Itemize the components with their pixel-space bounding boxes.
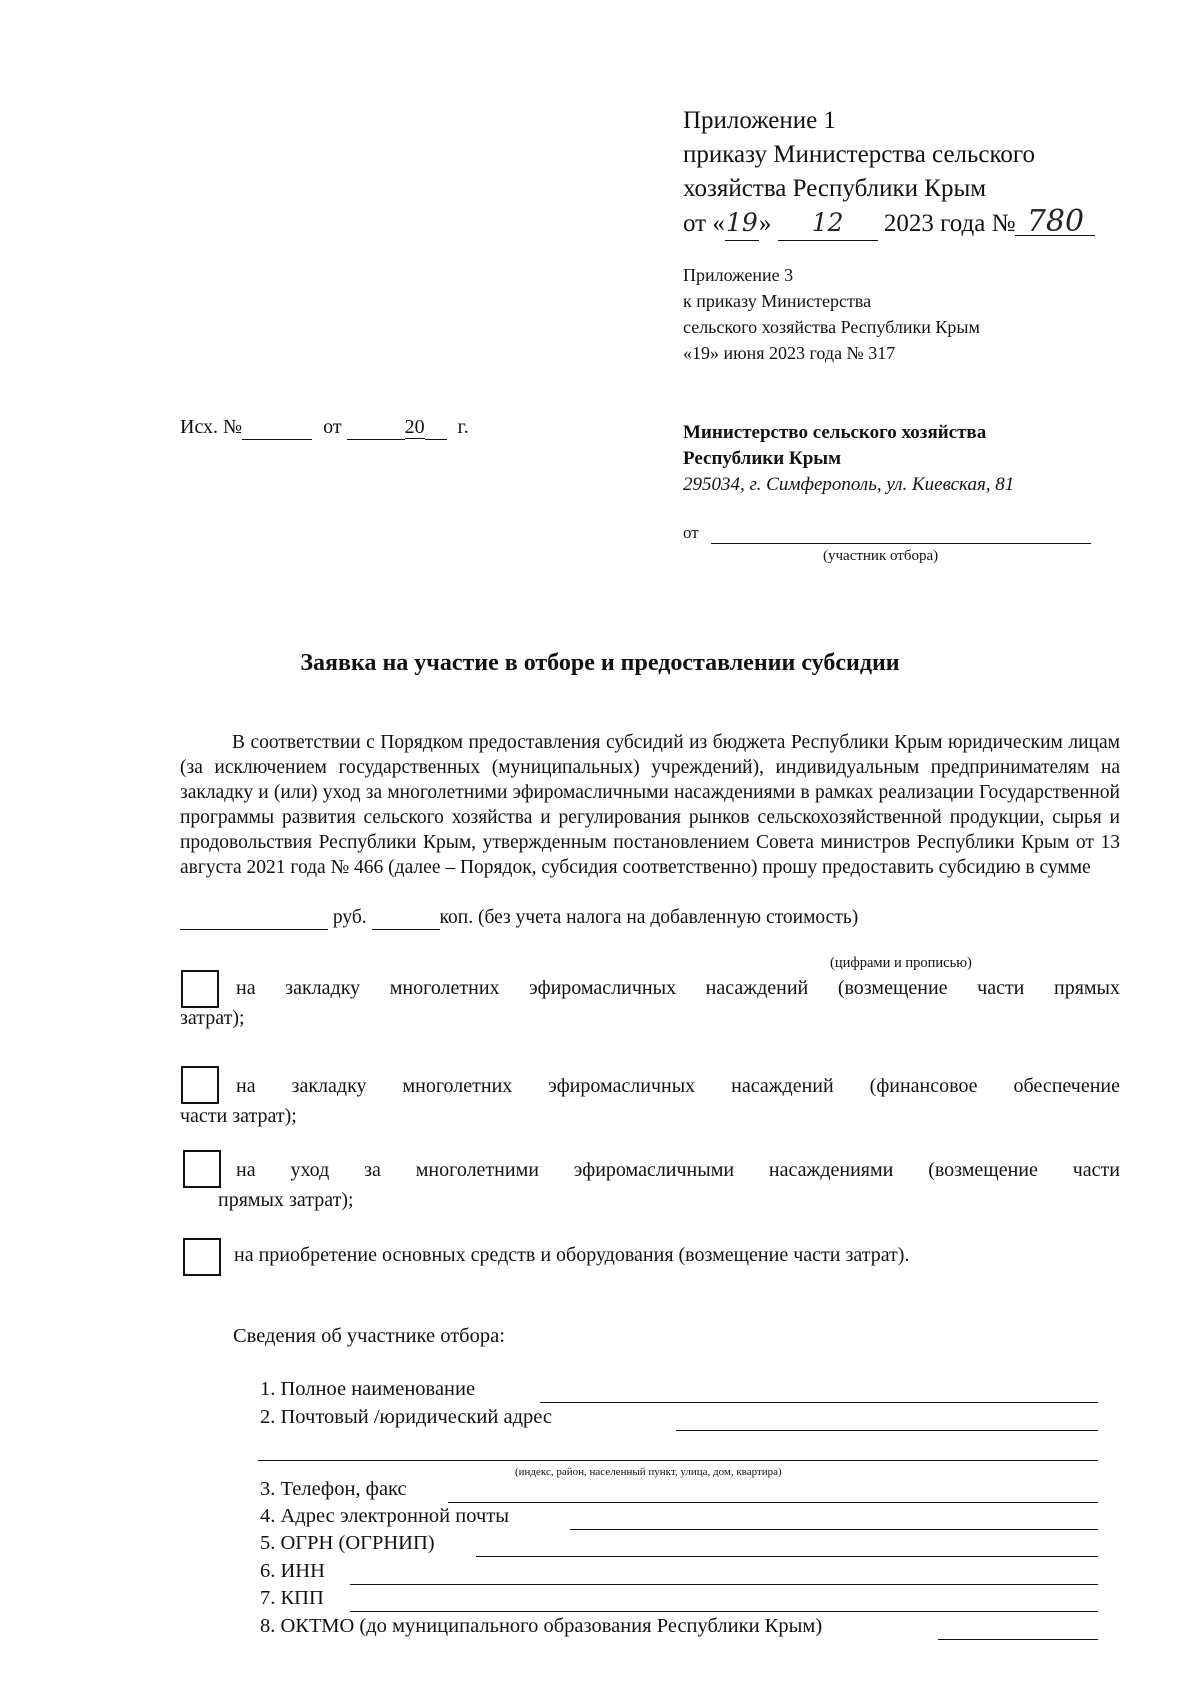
amount-kop-field[interactable] — [372, 907, 440, 930]
amount-rub-label: руб. — [332, 907, 367, 928]
field-phone-label: 3. Телефон, факс — [260, 1478, 407, 1500]
option-2 — [180, 1071, 1120, 1131]
appendix1-line2: приказу Министерства сельского — [683, 141, 1036, 168]
body-paragraph — [180, 730, 1120, 880]
addressee-name-line1: Министерство сельского хозяйства — [683, 422, 987, 443]
appendix1-line3: хозяйства Республики Крым — [683, 175, 987, 202]
handwritten-month: 12 — [778, 206, 878, 241]
info-section-title: Сведения об участнике отбора: — [233, 1325, 505, 1347]
field-kpp-label: 7. КПП — [260, 1587, 324, 1609]
appendix3-title: Приложение 3 — [683, 265, 794, 285]
field-email-label: 4. Адрес электронной почты — [260, 1505, 509, 1527]
sender-from-label: от — [683, 523, 699, 542]
outgoing-suffix: г. — [457, 416, 469, 438]
amount-hint: (цифрами и прописью) — [830, 955, 972, 971]
amount-kop-label: коп. (без учета налога на добавленную стоимость) — [439, 907, 859, 928]
appendix3-line4: «19» июня 2023 года № 317 — [683, 343, 896, 363]
document-title: Заявка на участие в отборе и предоставлении субсидии — [300, 650, 900, 676]
field-inn-input[interactable] — [350, 1584, 1098, 1585]
option-4 — [180, 1240, 1120, 1270]
field-full-name-label: 1. Полное наименование — [260, 1378, 476, 1400]
handwritten-day: 19 — [725, 206, 759, 241]
date-quote: » — [758, 210, 772, 237]
outgoing-year-field[interactable] — [425, 416, 447, 440]
field-phone-input[interactable] — [448, 1502, 1098, 1503]
field-oktmo-label: 8. ОКТМО (до муниципального образования Республики Крым) — [260, 1615, 823, 1637]
addressee-name-line2: Республики Крым — [683, 448, 842, 469]
field-address-label: 2. Почтовый /юридический адрес — [260, 1406, 552, 1428]
option-2-text-cont: части затрат); — [180, 1105, 297, 1127]
date-year-text: 2023 года № — [883, 210, 1016, 237]
option-3-text: на уход за многолетними эфиромасличными насаждениями (возмещение части — [236, 1159, 1120, 1181]
appendix3-block — [683, 262, 980, 366]
outgoing-date-field[interactable] — [347, 416, 405, 440]
option-4-text: на приобретение основных средств и оборудования (возмещение части затрат). — [234, 1244, 910, 1266]
address-hint: (индекс, район, населенный пункт, улица, дом, квартира) — [515, 1466, 782, 1478]
date-prefix: от « — [683, 210, 725, 237]
option-1 — [180, 973, 1120, 1033]
addressee-address: 295034, г. Симферополь, ул. Киевская, 81 — [683, 474, 1015, 495]
field-ogrn-input[interactable] — [476, 1556, 1098, 1557]
amount-rub-field[interactable] — [180, 907, 328, 930]
field-inn-label: 6. ИНН — [260, 1560, 325, 1582]
handwritten-order-number: 780 — [1015, 209, 1095, 236]
field-email-input[interactable] — [570, 1529, 1098, 1530]
appendix3-line3: сельского хозяйства Республики Крым — [683, 317, 980, 337]
outgoing-number-line — [180, 416, 469, 440]
body-text: В соответствии с Порядком предоставления субсидий из бюджета Республики Крым юридическим лицам (за исключением государственных (муниципальных) учреждений), индивидуальным предпринимателям на закладку и (или) уход за многолетними эфиромасличными насаждениями в рамках реализации Государственной программы развития сельского хозяйства и регулирования рынков сельскохозяйственной продукции, сырья и продовольствия Республики Крым, утвержденным постановлением Совета министров Республики Крым от 13 августа 2021 года № 466 (далее – Порядок, субсидия соответственно) прошу предоставить субсидию в сумме — [180, 732, 1120, 878]
outgoing-number-field[interactable] — [242, 416, 312, 440]
amount-line — [180, 907, 858, 930]
appendix3-line2: к приказу Министерства — [683, 291, 872, 311]
outgoing-prefix: Исх. № — [180, 416, 243, 438]
option-1-text: на закладку многолетних эфиромасличных насаждений (возмещение части прямых — [236, 977, 1120, 999]
outgoing-from-label: от — [323, 416, 342, 438]
field-oktmo-input[interactable] — [938, 1639, 1098, 1640]
field-ogrn-label: 5. ОГРН (ОГРНИП) — [260, 1532, 435, 1554]
option-3-text-cont: прямых затрат); — [218, 1189, 354, 1211]
option-3 — [180, 1155, 1120, 1215]
field-full-name-input[interactable] — [540, 1402, 1098, 1403]
addressee-block — [683, 420, 1014, 498]
sender-line — [683, 523, 1091, 544]
field-address-input-line2[interactable] — [258, 1460, 1098, 1461]
appendix1-title: Приложение 1 — [683, 107, 836, 134]
sender-field[interactable] — [711, 523, 1091, 544]
appendix1-block — [683, 104, 1095, 241]
field-address-input[interactable] — [676, 1430, 1098, 1431]
appendix1-date-line — [683, 206, 1095, 241]
sender-hint: (участник отбора) — [823, 548, 939, 564]
option-1-text-cont: затрат); — [180, 1007, 245, 1029]
field-kpp-input[interactable] — [350, 1611, 1098, 1612]
outgoing-year: 20 — [404, 416, 425, 438]
option-2-text: на закладку многолетних эфиромасличных насаждений (финансовое обеспечение — [236, 1075, 1120, 1097]
